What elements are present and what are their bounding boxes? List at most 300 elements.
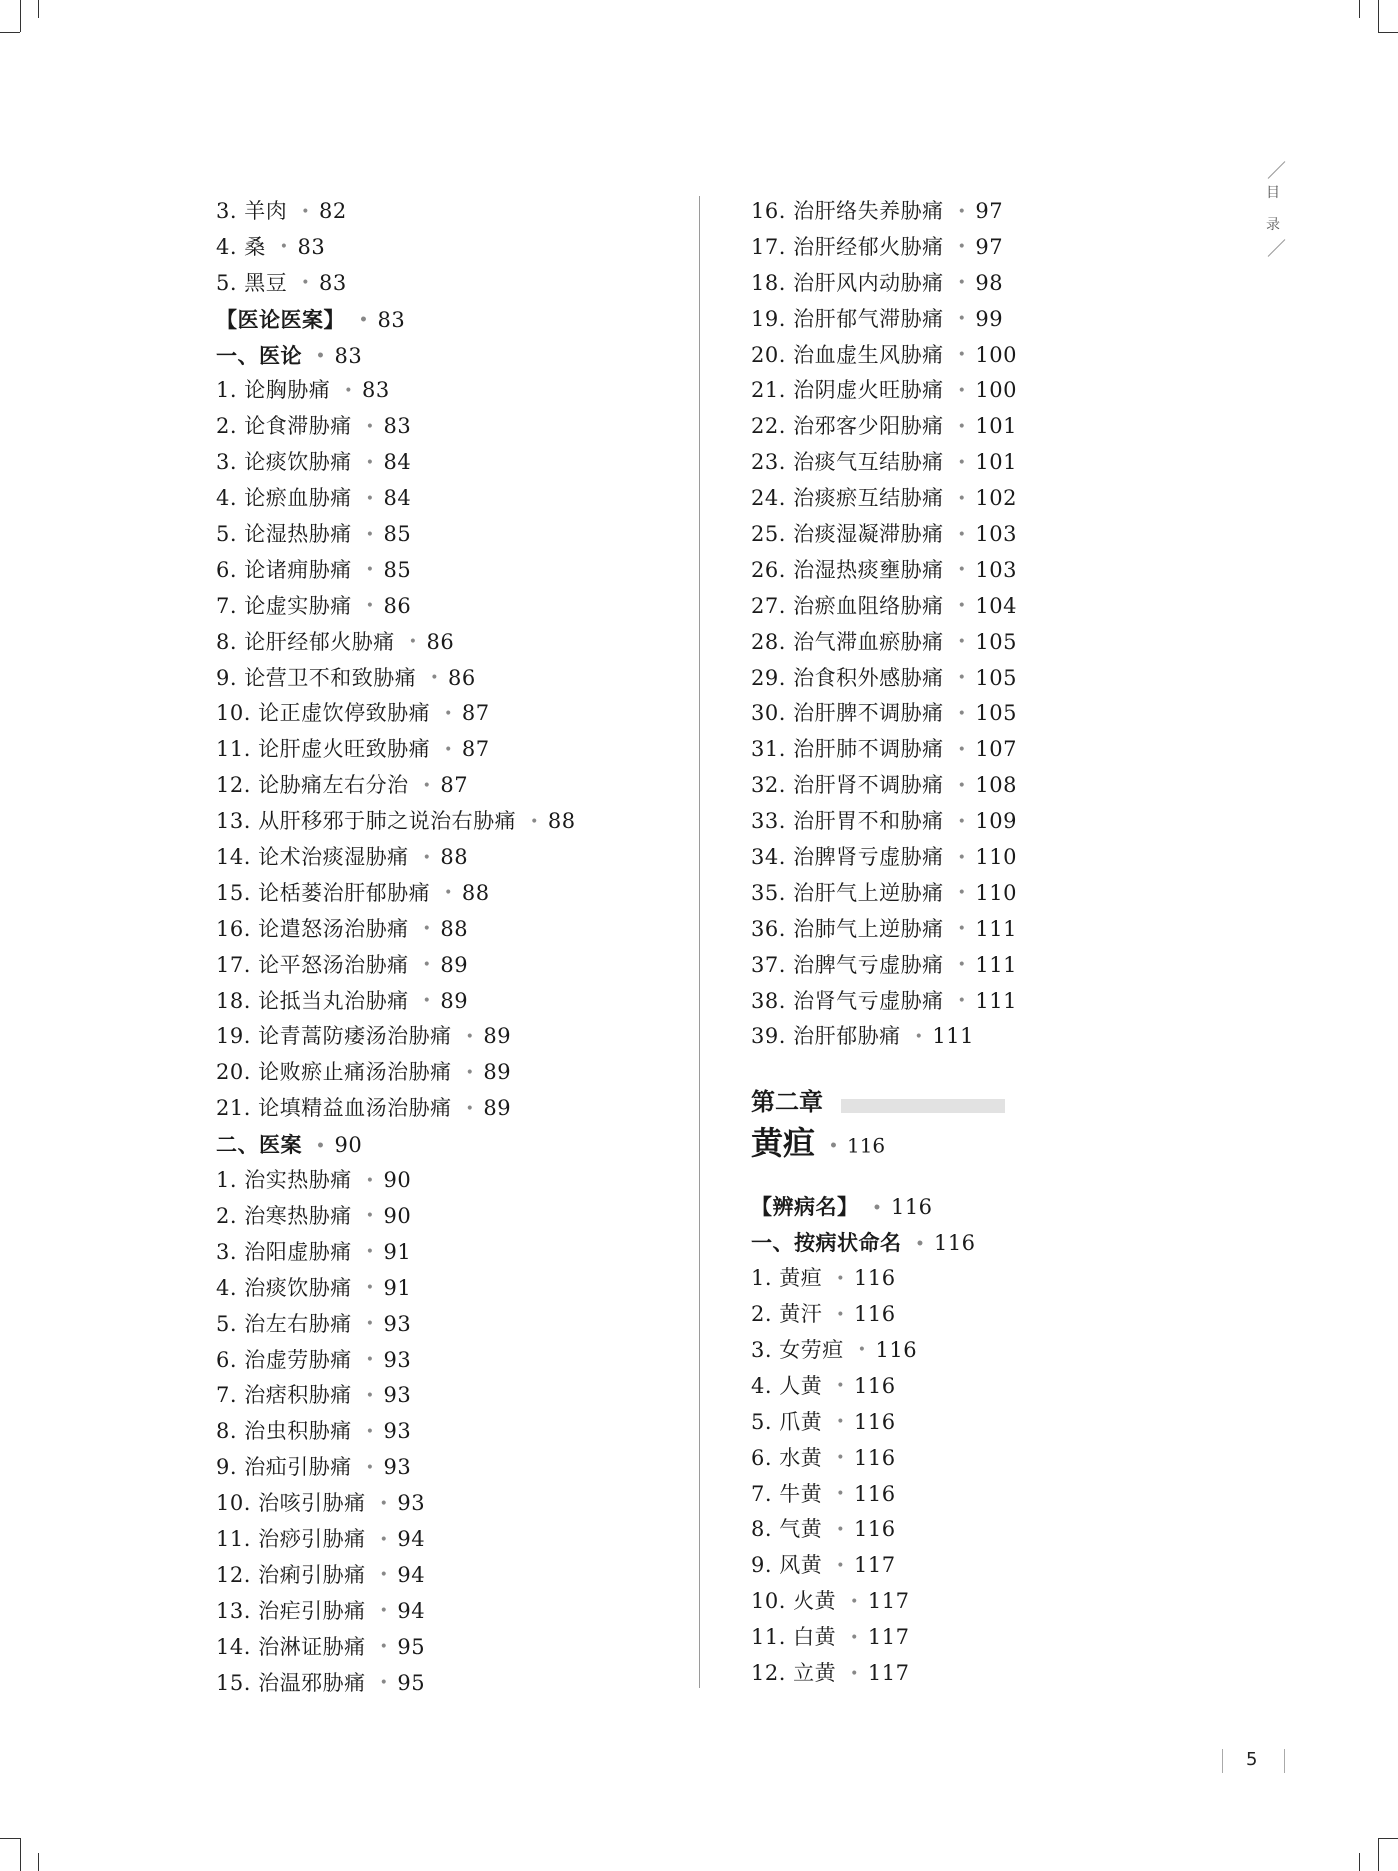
separator-dot: • xyxy=(422,957,432,974)
separator-dot: • xyxy=(957,203,967,220)
toc-entry-title: 5. 爪黄 xyxy=(751,1409,823,1434)
toc-entry-page: 89 xyxy=(483,1096,512,1121)
separator-dot: • xyxy=(829,1137,838,1154)
separator-dot: • xyxy=(301,203,310,220)
toc-entry-page: 83 xyxy=(383,414,412,439)
toc-entry-page: 91 xyxy=(383,1275,412,1300)
toc-entry[interactable] xyxy=(751,194,1251,230)
toc-entry-title: 10. 论正虚饮停致胁痛 xyxy=(216,701,431,726)
toc-entry-title: 4. 治痰饮胁痛 xyxy=(216,1275,352,1300)
separator-dot: • xyxy=(957,275,967,292)
separator-dot: • xyxy=(957,562,967,579)
toc-entry[interactable] xyxy=(751,409,1251,445)
chapter-label-text: 第二章 xyxy=(751,1087,823,1117)
separator-dot: • xyxy=(365,598,375,615)
toc-entry-title: 17. 论平怒汤治胁痛 xyxy=(216,952,409,977)
toc-entry-title: 16. 论遣怒汤治胁痛 xyxy=(216,916,409,941)
separator-dot: • xyxy=(957,383,967,399)
toc-entry-page: 86 xyxy=(447,665,476,690)
toc-entry-title: 36. 治肺气上逆胁痛 xyxy=(751,916,944,941)
toc-entry[interactable] xyxy=(216,948,686,984)
separator-dot: • xyxy=(379,1603,389,1620)
toc-entry-page: 89 xyxy=(483,1024,512,1049)
toc-entry-page: 107 xyxy=(975,737,1017,762)
toc-entry-title: 10. 火黄 xyxy=(751,1589,837,1614)
toc-entry-page: 117 xyxy=(867,1660,910,1685)
toc-entry-page: 93 xyxy=(383,1383,412,1408)
toc-entry[interactable] xyxy=(216,1091,686,1127)
toc-entry[interactable] xyxy=(216,230,686,266)
toc-entry-page: 83 xyxy=(318,270,347,295)
separator-dot: • xyxy=(365,1172,375,1189)
toc-entry-title: 28. 治气滞血瘀胁痛 xyxy=(751,629,944,654)
chapter-heading xyxy=(751,1085,1251,1167)
toc-entry[interactable] xyxy=(751,732,1251,768)
toc-entry-page: 99 xyxy=(975,306,1004,331)
toc-entry-page: 94 xyxy=(397,1598,426,1623)
toc-entry[interactable] xyxy=(216,1414,686,1450)
toc-entry[interactable] xyxy=(751,804,1251,840)
toc-entry-page: 84 xyxy=(383,450,412,475)
toc-entry[interactable] xyxy=(751,445,1251,481)
toc-entry-title: 6. 水黄 xyxy=(751,1445,823,1470)
toc-entry-title: 34. 治脾肾亏虚胁痛 xyxy=(751,845,944,870)
separator-dot: • xyxy=(365,1280,375,1297)
separator-dot: • xyxy=(465,1064,475,1081)
toc-entry-page: 105 xyxy=(975,665,1017,690)
toc-entry-page: 84 xyxy=(383,486,412,511)
toc-entry-page: 83 xyxy=(377,307,406,332)
toc-entry[interactable] xyxy=(216,1199,686,1235)
separator-dot: • xyxy=(957,885,967,902)
toc-entry-page: 116 xyxy=(853,1266,896,1291)
toc-entry[interactable] xyxy=(216,1522,686,1558)
toc-entry-title: 【医论医案】 xyxy=(216,306,345,332)
toc-entry-title: 4. 人黄 xyxy=(751,1373,823,1398)
toc-entry[interactable] xyxy=(751,1225,1251,1261)
toc-entry-page: 88 xyxy=(440,845,469,870)
side-tab-char: 录 xyxy=(1266,217,1280,233)
toc-entry-page: 88 xyxy=(461,880,490,905)
toc-entry-page: 111 xyxy=(932,1024,974,1049)
toc-entry[interactable] xyxy=(751,481,1251,517)
toc-entry-page: 104 xyxy=(975,593,1017,618)
toc-entry[interactable] xyxy=(751,1584,1251,1620)
toc-entry[interactable] xyxy=(751,1261,1251,1297)
toc-entry[interactable] xyxy=(216,1055,686,1091)
toc-entry-title: 13. 治疟引胁痛 xyxy=(216,1598,366,1623)
toc-entry-page: 93 xyxy=(397,1491,426,1516)
toc-entry[interactable] xyxy=(216,840,686,876)
toc-entry[interactable] xyxy=(216,1558,686,1594)
toc-entry[interactable] xyxy=(216,302,686,338)
separator-dot: • xyxy=(872,1199,882,1216)
toc-entry[interactable] xyxy=(216,1307,686,1343)
toc-entry[interactable] xyxy=(216,1450,686,1486)
toc-entry-page: 93 xyxy=(383,1455,412,1480)
separator-dot: • xyxy=(316,1137,326,1154)
toc-entry-title: 30. 治肝脾不调胁痛 xyxy=(751,701,944,726)
toc-entry-title: 1. 治实热胁痛 xyxy=(216,1168,352,1193)
toc-entry[interactable] xyxy=(216,1630,686,1666)
toc-entry-title: 32. 治肝肾不调胁痛 xyxy=(751,773,944,798)
toc-entry-title: 2. 治寒热胁痛 xyxy=(216,1203,352,1228)
toc-entry-page: 86 xyxy=(426,629,455,654)
separator-dot: • xyxy=(957,957,967,974)
toc-entry-page: 116 xyxy=(875,1337,918,1362)
toc-entry-page: 83 xyxy=(297,234,326,259)
toc-entry-page: 89 xyxy=(440,988,469,1013)
toc-entry[interactable] xyxy=(216,373,686,409)
crop-mark xyxy=(1359,0,1360,18)
chapter-label xyxy=(751,1085,1251,1119)
toc-entry-page: 93 xyxy=(383,1347,412,1372)
toc-entry-title: 14. 论术治痰湿胁痛 xyxy=(216,845,409,870)
page-number-area xyxy=(1222,1749,1282,1775)
toc-entry[interactable] xyxy=(751,1405,1251,1441)
toc-entry-page: 111 xyxy=(975,952,1017,977)
toc-right-column xyxy=(751,194,1251,1692)
toc-entry[interactable] xyxy=(751,1189,1251,1225)
toc-entry[interactable] xyxy=(751,302,1251,338)
toc-entry[interactable] xyxy=(216,517,686,553)
toc-entry-title: 2. 黄汗 xyxy=(751,1302,823,1327)
toc-entry-page: 95 xyxy=(397,1634,426,1659)
toc-entry-title: 11. 治痧引胁痛 xyxy=(216,1526,366,1551)
separator-dot: • xyxy=(957,813,967,830)
toc-left-column xyxy=(216,194,686,1701)
toc-entry[interactable] xyxy=(751,840,1251,876)
toc-entry-title: 9. 风黄 xyxy=(751,1553,823,1578)
toc-entry-page: 90 xyxy=(383,1203,412,1228)
side-tab-char: 目 xyxy=(1266,185,1280,201)
toc-entry-title: 6. 治虚劳胁痛 xyxy=(216,1347,352,1372)
toc-entry[interactable] xyxy=(751,230,1251,266)
toc-entry-title: 3. 论痰饮胁痛 xyxy=(216,450,352,475)
separator-dot: • xyxy=(957,490,967,507)
toc-entry-title: 5. 治左右胁痛 xyxy=(216,1311,352,1336)
toc-entry-title: 2. 论食滞胁痛 xyxy=(216,414,352,439)
toc-entry-page: 116 xyxy=(853,1302,896,1327)
toc-entry-title: 21. 治阴虚火旺胁痛 xyxy=(751,378,944,403)
toc-entry[interactable] xyxy=(751,1333,1251,1369)
separator-dot: • xyxy=(365,454,375,471)
toc-entry-page: 98 xyxy=(975,270,1004,295)
toc-entry-page: 116 xyxy=(853,1409,896,1434)
separator-dot: • xyxy=(379,1495,389,1512)
toc-entry[interactable] xyxy=(216,1666,686,1702)
toc-entry-page: 109 xyxy=(975,809,1017,834)
toc-entry-page: 87 xyxy=(461,701,490,726)
toc-entry-page: 116 xyxy=(853,1445,896,1470)
toc-entry[interactable] xyxy=(751,1441,1251,1477)
crop-mark xyxy=(1378,1838,1398,1839)
separator-dot: • xyxy=(836,1270,845,1287)
toc-entry[interactable] xyxy=(216,768,686,804)
separator-dot: • xyxy=(957,418,967,435)
toc-entry[interactable] xyxy=(216,1163,686,1199)
page-number: 5 xyxy=(1246,1749,1258,1770)
crop-mark xyxy=(1359,1853,1360,1871)
toc-entry[interactable] xyxy=(751,338,1251,374)
toc-entry-title: 38. 治肾气亏虚胁痛 xyxy=(751,988,944,1013)
toc-entry-page: 116 xyxy=(890,1195,933,1220)
toc-right-bottom-list xyxy=(751,1189,1251,1691)
crop-mark xyxy=(1378,32,1398,33)
page-number-bar xyxy=(1284,1749,1285,1773)
toc-entry-page: 103 xyxy=(975,522,1017,547)
toc-entry-page: 116 xyxy=(853,1481,896,1506)
toc-entry-page: 94 xyxy=(397,1526,426,1551)
crop-mark xyxy=(38,1853,39,1871)
toc-entry-page: 108 xyxy=(975,773,1017,798)
toc-entry-title: 17. 治肝经郁火胁痛 xyxy=(751,234,944,259)
separator-dot: • xyxy=(379,1675,389,1692)
toc-entry-title: 10. 治咳引胁痛 xyxy=(216,1491,366,1516)
toc-entry[interactable] xyxy=(216,804,686,840)
separator-dot: • xyxy=(422,921,432,938)
separator-dot: • xyxy=(836,1378,845,1395)
toc-entry[interactable] xyxy=(216,696,686,732)
toc-entry-page: 85 xyxy=(383,522,412,547)
toc-entry-page: 117 xyxy=(867,1625,910,1650)
separator-dot: • xyxy=(408,634,418,651)
toc-entry[interactable] xyxy=(216,194,686,230)
toc-entry-page: 89 xyxy=(483,1060,512,1085)
chapter-page: 116 xyxy=(846,1133,886,1158)
toc-entry-title: 5. 论湿热胁痛 xyxy=(216,522,352,547)
separator-dot: • xyxy=(957,741,967,758)
toc-entry-page: 116 xyxy=(853,1517,896,1542)
toc-entry-title: 18. 治肝风内动胁痛 xyxy=(751,270,944,295)
toc-entry-title: 【辨病名】 xyxy=(751,1194,859,1220)
separator-dot: • xyxy=(836,1414,845,1431)
toc-entry[interactable] xyxy=(216,912,686,948)
toc-entry-title: 二、医案 xyxy=(216,1132,302,1158)
separator-dot: • xyxy=(857,1342,867,1359)
crop-mark xyxy=(0,32,20,33)
separator-dot: • xyxy=(365,1387,375,1404)
toc-entry-page: 111 xyxy=(975,916,1017,941)
toc-entry-title: 3. 羊肉 xyxy=(216,199,288,223)
separator-dot: • xyxy=(379,1567,389,1584)
toc-entry-page: 116 xyxy=(933,1231,976,1256)
toc-entry[interactable] xyxy=(751,1620,1251,1656)
toc-entry-title: 20. 论败瘀止痛汤治胁痛 xyxy=(216,1060,452,1085)
toc-entry-title: 37. 治脾气亏虚胁痛 xyxy=(751,952,944,977)
separator-dot: • xyxy=(279,239,289,256)
separator-dot: • xyxy=(365,490,375,507)
toc-entry[interactable] xyxy=(751,1512,1251,1548)
toc-entry-page: 97 xyxy=(975,234,1004,259)
toc-entry-title: 12. 论胁痛左右分治 xyxy=(216,773,409,798)
separator-dot: • xyxy=(836,1306,845,1323)
toc-entry-title: 16. 治肝络失养胁痛 xyxy=(751,199,944,223)
toc-right-top-list xyxy=(751,194,1251,1055)
side-tab xyxy=(1262,164,1292,254)
toc-entry-title: 8. 气黄 xyxy=(751,1517,823,1542)
separator-dot: • xyxy=(379,1531,389,1548)
crop-mark xyxy=(20,1838,21,1871)
toc-entry[interactable] xyxy=(751,266,1251,302)
toc-entry[interactable] xyxy=(216,338,686,374)
toc-entry[interactable] xyxy=(751,589,1251,625)
separator-dot: • xyxy=(365,562,375,579)
separator-dot: • xyxy=(957,311,967,328)
toc-entry-title: 31. 治肝肺不调胁痛 xyxy=(751,737,944,762)
separator-dot: • xyxy=(379,1639,389,1656)
toc-entry-title: 9. 论营卫不和致胁痛 xyxy=(216,665,417,690)
toc-entry[interactable] xyxy=(216,984,686,1020)
separator-dot: • xyxy=(316,348,326,365)
toc-entry-title: 5. 黑豆 xyxy=(216,270,288,295)
toc-entry[interactable] xyxy=(751,373,1251,409)
separator-dot: • xyxy=(359,312,369,329)
toc-entry-page: 89 xyxy=(440,952,469,977)
toc-entry-title: 21. 论填精益血汤治胁痛 xyxy=(216,1096,452,1121)
separator-dot: • xyxy=(957,706,967,723)
toc-entry-title: 12. 立黄 xyxy=(751,1660,837,1685)
separator-dot: • xyxy=(836,1450,845,1467)
toc-entry-page: 100 xyxy=(975,378,1017,403)
separator-dot: • xyxy=(444,741,453,758)
chapter-bar xyxy=(841,1099,1005,1113)
toc-entry-title: 24. 治痰瘀互结胁痛 xyxy=(751,486,944,511)
toc-entry-title: 一、按病状命名 xyxy=(751,1230,902,1256)
toc-entry[interactable] xyxy=(751,1477,1251,1513)
toc-entry-page: 116 xyxy=(853,1373,896,1398)
separator-dot: • xyxy=(836,1486,845,1503)
crop-mark xyxy=(1378,0,1379,32)
toc-entry[interactable] xyxy=(751,1019,1251,1055)
toc-entry[interactable] xyxy=(216,589,686,625)
toc-entry[interactable] xyxy=(216,876,686,912)
toc-entry[interactable] xyxy=(751,1369,1251,1405)
toc-entry-title: 1. 论胸胁痛 xyxy=(216,378,331,403)
toc-entry[interactable] xyxy=(216,445,686,481)
toc-entry[interactable] xyxy=(751,625,1251,661)
toc-entry[interactable] xyxy=(216,553,686,589)
toc-entry-title: 8. 治虫积胁痛 xyxy=(216,1419,352,1444)
toc-entry[interactable] xyxy=(216,732,686,768)
toc-entry[interactable] xyxy=(216,625,686,661)
toc-entry[interactable] xyxy=(751,1548,1251,1584)
toc-entry[interactable] xyxy=(751,912,1251,948)
separator-dot: • xyxy=(957,239,967,256)
separator-dot: • xyxy=(465,1100,475,1117)
toc-entry[interactable] xyxy=(751,768,1251,804)
toc-entry-page: 87 xyxy=(461,737,490,762)
toc-entry[interactable] xyxy=(751,948,1251,984)
toc-entry-title: 7. 牛黄 xyxy=(751,1481,823,1506)
toc-entry[interactable] xyxy=(216,1271,686,1307)
toc-entry-title: 29. 治食积外感胁痛 xyxy=(751,665,944,690)
separator-dot: • xyxy=(914,1029,924,1046)
separator-dot: • xyxy=(422,849,432,866)
toc-entry[interactable] xyxy=(216,1378,686,1414)
toc-entry[interactable] xyxy=(216,1343,686,1379)
toc-entry[interactable] xyxy=(751,1297,1251,1333)
separator-dot: • xyxy=(365,1244,375,1261)
separator-dot: • xyxy=(365,1352,375,1369)
toc-entry[interactable] xyxy=(216,1235,686,1271)
separator-dot: • xyxy=(444,706,453,723)
crop-mark xyxy=(38,0,39,18)
toc-entry[interactable] xyxy=(751,553,1251,589)
toc-entry-page: 85 xyxy=(383,557,412,582)
toc-entry-page: 105 xyxy=(975,629,1017,654)
chapter-title[interactable] xyxy=(751,1119,1251,1167)
toc-entry-title: 22. 治邪客少阳胁痛 xyxy=(751,414,944,439)
toc-entry[interactable] xyxy=(216,481,686,517)
toc-entry-page: 97 xyxy=(975,199,1004,223)
separator-dot: • xyxy=(957,849,967,866)
toc-entry[interactable] xyxy=(216,1019,686,1055)
separator-dot: • xyxy=(915,1235,925,1252)
toc-entry-title: 13. 从肝移邪于肺之说治右胁痛 xyxy=(216,809,517,834)
toc-entry-page: 82 xyxy=(318,199,347,223)
toc-entry[interactable] xyxy=(751,517,1251,553)
toc-entry[interactable] xyxy=(751,876,1251,912)
toc-entry-page: 88 xyxy=(547,809,576,834)
toc-entry-page: 101 xyxy=(975,414,1017,439)
toc-entry-page: 83 xyxy=(361,378,390,403)
toc-entry[interactable] xyxy=(216,1594,686,1630)
separator-dot: • xyxy=(344,383,353,399)
crop-mark xyxy=(20,0,21,32)
toc-entry-title: 25. 治痰湿凝滞胁痛 xyxy=(751,522,944,547)
separator-dot: • xyxy=(957,454,967,471)
toc-entry-page: 87 xyxy=(440,773,469,798)
toc-entry[interactable] xyxy=(216,1127,686,1163)
separator-dot: • xyxy=(365,1423,375,1440)
separator-dot: • xyxy=(836,1521,845,1538)
toc-entry[interactable] xyxy=(751,696,1251,732)
separator-dot: • xyxy=(422,993,432,1010)
toc-entry[interactable] xyxy=(216,409,686,445)
chapter-title-text: 黄疸 xyxy=(751,1124,816,1163)
toc-entry[interactable] xyxy=(751,1656,1251,1692)
toc-entry-title: 9. 治疝引胁痛 xyxy=(216,1455,352,1480)
tab-slash xyxy=(1268,161,1286,179)
toc-entry-title: 3. 治阳虚胁痛 xyxy=(216,1239,352,1264)
toc-entry-page: 90 xyxy=(383,1168,412,1193)
toc-entry-title: 7. 治痞积胁痛 xyxy=(216,1383,352,1408)
toc-entry[interactable] xyxy=(751,661,1251,697)
toc-entry-page: 102 xyxy=(975,486,1017,511)
toc-entry-title: 一、医论 xyxy=(216,342,302,368)
separator-dot: • xyxy=(444,885,453,902)
toc-entry[interactable] xyxy=(751,984,1251,1020)
toc-entry-page: 103 xyxy=(975,557,1017,582)
separator-dot: • xyxy=(850,1593,859,1610)
toc-entry[interactable] xyxy=(216,661,686,697)
toc-entry-title: 11. 论肝虚火旺致胁痛 xyxy=(216,737,431,762)
separator-dot: • xyxy=(957,634,967,651)
toc-entry-title: 26. 治湿热痰壅胁痛 xyxy=(751,557,944,582)
toc-entry[interactable] xyxy=(216,1486,686,1522)
separator-dot: • xyxy=(365,1316,375,1333)
toc-entry-title: 14. 治淋证胁痛 xyxy=(216,1634,366,1659)
toc-entry-title: 15. 治温邪胁痛 xyxy=(216,1670,366,1695)
separator-dot: • xyxy=(422,777,432,794)
toc-entry-title: 27. 治瘀血阻络胁痛 xyxy=(751,593,944,618)
separator-dot: • xyxy=(850,1665,859,1682)
toc-entry-page: 93 xyxy=(383,1419,412,1444)
toc-entry-page: 105 xyxy=(975,701,1017,726)
toc-entry-page: 91 xyxy=(383,1239,412,1264)
toc-entry[interactable] xyxy=(216,266,686,302)
